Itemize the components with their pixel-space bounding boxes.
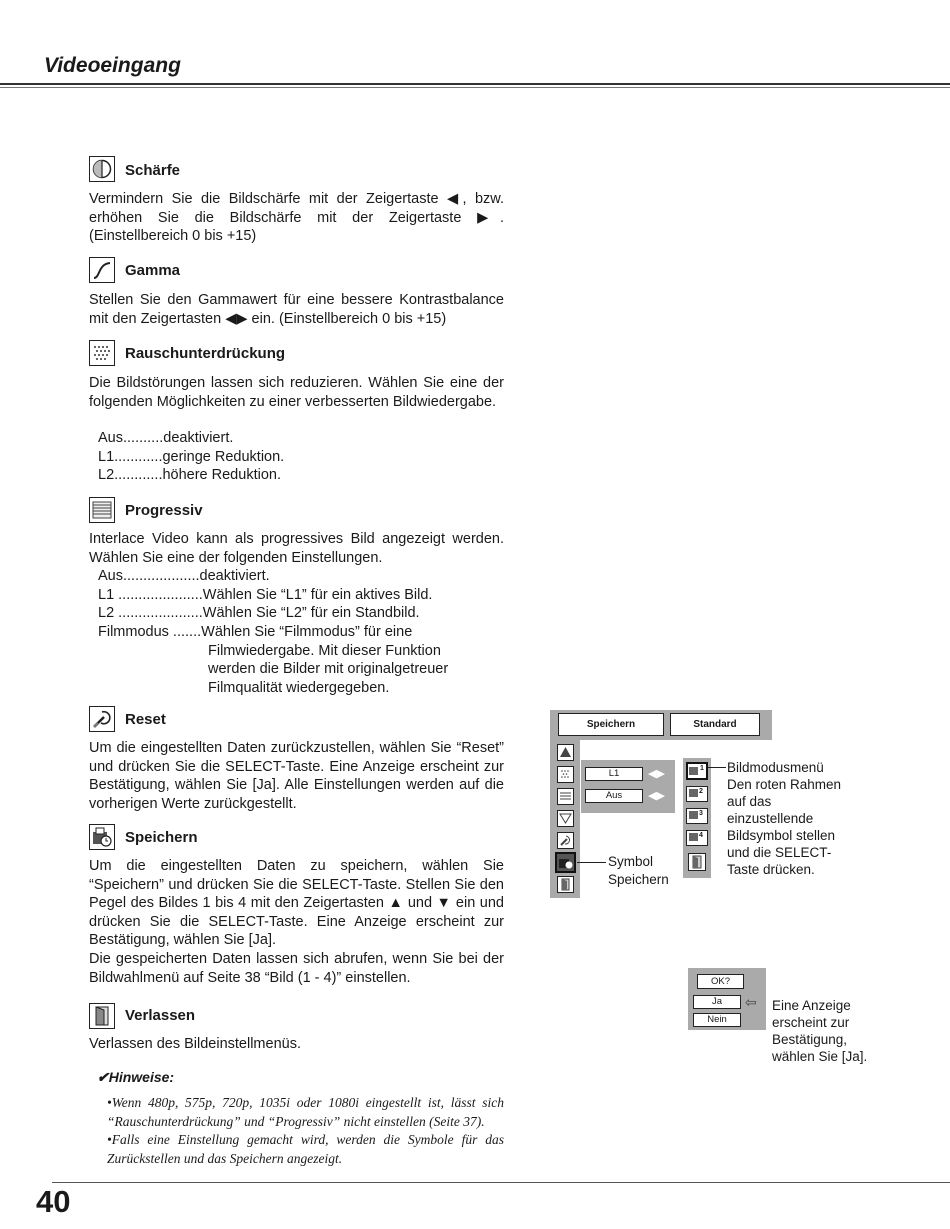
notes-heading: ✔Hinweise: [97,1069,175,1085]
option-prog-film-cont1: Filmwiedergabe. Mit dieser Funktion [208,643,441,659]
slot-label: 2 [699,788,703,795]
note-item: •Wenn 480p, 575p, 720p, 1035i oder 1080i eingestellt ist, lässt sich “Rauschunterdrückung” und “Progressiv” nicht einstellen (Seite 37). [107,1095,504,1129]
noise-reduction-icon [89,340,115,366]
save-icon [89,824,115,850]
confirm-yes-button[interactable]: Ja [693,995,741,1009]
symbol-label-line1: Symbol [608,854,654,869]
confirm-label: wählen Sie [Ja]. [772,1049,868,1064]
slot-label: 1 [700,765,704,772]
section-title-gamma: Gamma [125,262,181,279]
confirm-title: OK? [697,974,744,989]
section-title-rausch: Rauschunterdrückung [125,345,286,362]
progressive-menu-icon[interactable] [557,788,574,805]
sharpness-icon [89,156,115,182]
bildmodus-label: Bildsymbol stellen [727,828,836,843]
confirm-no-button[interactable]: Nein [693,1013,741,1027]
confirm-label: Eine Anzeige [772,998,851,1013]
option-rausch-l1: L1............geringe Reduktion. [98,449,285,465]
header-rule-thin [0,87,950,88]
exit-menu-icon[interactable] [557,876,574,893]
page-number: 40 [36,1184,71,1219]
confirm-label: erscheint zur [772,1015,850,1030]
arrow-down-menu-icon[interactable] [557,810,574,827]
section-title-reset: Reset [125,711,166,728]
save-menu-icon-selected[interactable] [555,852,576,873]
bild-slot-1-button[interactable] [686,762,708,780]
section-body-progressiv: Interlace Video kann als progressives Bild angezeigt werden. Wählen Sie eine der folgenden Einstellungen. [89,531,504,566]
bildmodus-label: einzustellende [727,811,814,826]
section-title-verlassen: Verlassen [125,1007,196,1024]
section-body-rausch: Die Bildstörungen lassen sich reduzieren. Wählen Sie eine der folgenden Möglichkeiten zu einer verbesserten Bildwiedergabe. [89,375,504,410]
note-item: •Falls eine Einstellung gemacht wird, werden die Symbole für das Zurückstellen und das Speichern angezeigt. [107,1132,504,1166]
section-body-gamma: Stellen Sie den Gammawert für eine bessere Kontrastbalance mit den Zeigertasten ◀▶ ein. (Einstellbereich 0 bis +15) [89,292,504,327]
option-prog-aus: Aus...................deaktiviert. [98,568,270,584]
left-right-arrows-icon[interactable]: ◀▶ [648,790,665,802]
bildmodus-label: Taste drücken. [727,862,815,877]
section-body-verlassen: Verlassen des Bildeinstellmenüs. [89,1036,301,1052]
speichern-menu-button[interactable]: Speichern [558,713,664,736]
bildmodus-label: Bildmodusmenü [727,760,824,775]
aus-value-field[interactable]: Aus [585,789,643,803]
l1-value-field[interactable]: L1 [585,767,643,781]
option-prog-film-cont2: werden die Bilder mit originalgetreuer [208,661,449,677]
section-title-schaerfe: Schärfe [125,162,181,179]
noise-reduction-menu-icon[interactable] [557,766,574,783]
bildmodus-label: auf das [727,794,772,809]
symbol-leader-line [577,862,606,863]
gamma-icon [89,257,115,283]
left-right-arrows-icon[interactable]: ◀▶ [648,768,665,780]
reset-menu-icon[interactable] [557,832,574,849]
arrow-left-icon: ⇦ [745,994,757,1010]
section-body2-speichern: Die gespeicherten Daten lassen sich abrufen, wenn Sie bei der Bildwahlmenü auf Seite 38 “Bild (1 - 4)” einstellen. [89,951,504,986]
bild-slot-2-button[interactable] [686,786,708,802]
reset-icon [89,706,115,732]
sharpness-menu-icon[interactable] [557,744,574,761]
confirm-label: Bestätigung, [772,1032,848,1047]
section-title-speichern: Speichern [125,829,198,846]
footer-rule [52,1182,950,1183]
option-rausch-l2: L2............höhere Reduktion. [98,467,281,483]
option-prog-l2: L2 .....................Wählen Sie “L2” für ein Standbild. [98,605,420,621]
page-title: Videoeingang [44,54,181,77]
bildmodus-label: Den roten Rahmen [727,777,842,792]
standard-menu-button[interactable]: Standard [670,713,760,736]
exit-icon [89,1003,115,1029]
progressive-icon [89,497,115,523]
bildmodus-exit-icon[interactable] [688,853,706,871]
bild-slot-3-button[interactable] [686,808,708,824]
header-rule [0,83,950,85]
option-prog-film: Filmmodus .......Wählen Sie “Filmmodus” für eine [98,624,413,640]
slot-label: 3 [699,810,703,817]
section-body-reset: Um die eingestellten Daten zurückzustellen, wählen Sie “Reset” und drücken Sie die SELECT-Taste. Eine Anzeige erscheint zur Bestätigung, wählen Sie [Ja]. Alle Einstellungen werden auf die vorherigen Werte zurückgestellt. [89,740,504,812]
option-rausch-aus: Aus..........deaktiviert. [98,430,234,446]
bildmodus-leader-line [708,767,726,768]
section-title-progressiv: Progressiv [125,502,203,519]
option-prog-film-cont3: Filmqualität wiedergegeben. [208,680,390,696]
option-prog-l1: L1 .....................Wählen Sie “L1” für ein aktives Bild. [98,587,433,603]
bild-slot-4-button[interactable] [686,830,708,846]
section-body-speichern: Um die eingestellten Daten zu speichern, wählen Sie “Speichern” und drücken Sie die SELECT-Taste. Stellen Sie den Pegel des Bildes 1 bis 4 mit den Zeigertasten ▲ und ▼ ein und drücken Sie die SELECT-Taste. Eine Anzeige erscheint zur Bestätigung, wählen Sie [Ja]. [89,858,504,949]
symbol-label-line2: Speichern [608,872,669,887]
section-body-schaerfe: Vermindern Sie die Bildschärfe mit der Zeigertaste ◀, bzw. erhöhen Sie die Bildschärfe mit der Zeigertaste ▶. (Einstellbereich 0 bis +15) [89,191,504,245]
bildmodus-label: und die SELECT- [727,845,832,860]
slot-label: 4 [699,832,703,839]
